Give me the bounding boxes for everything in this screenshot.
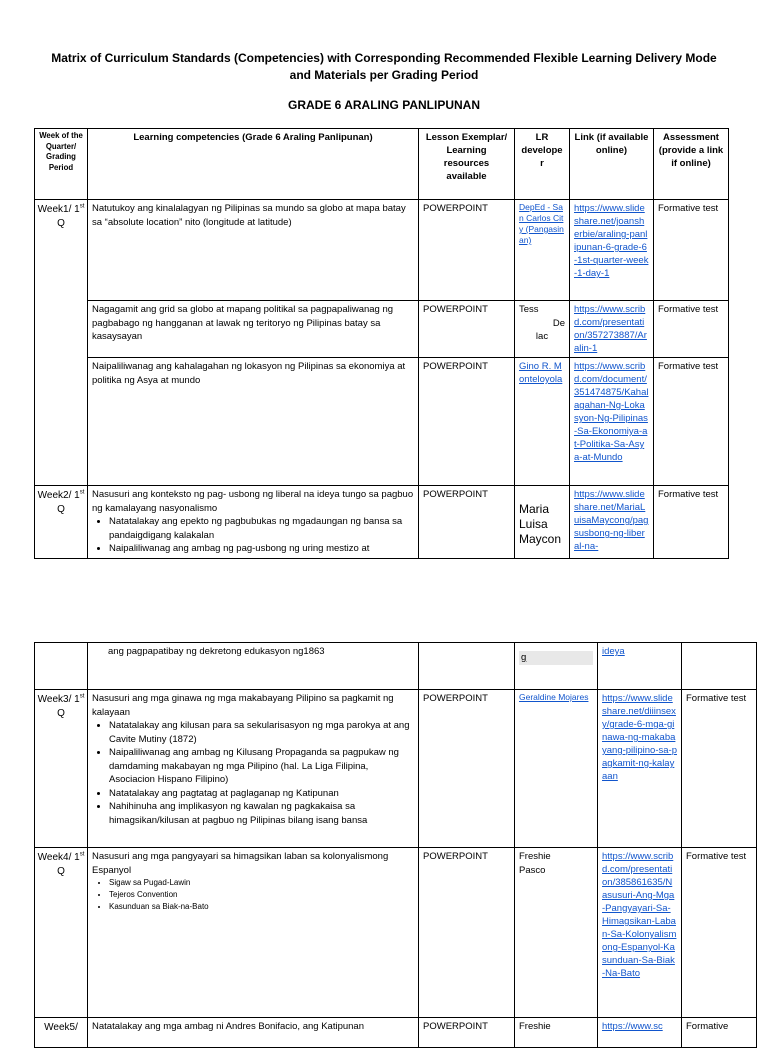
resource-link[interactable]: ideya <box>602 646 625 657</box>
competency-cell: Naipaliliwanag ang kahalagahan ng lokasyon ng Pilipinas sa ekonomiya at politika ng Asya at mundo <box>88 358 419 486</box>
resource-link[interactable]: https://www.slideshare.net/MariaLuisaMaycong/pagsusbong-ng-liberal-na- <box>574 489 649 552</box>
competency-text: Nasusuri ang mga ginawa ng mga makabayang Pilipino sa pagkamit ng kalayaan <box>92 693 394 718</box>
developer-name: Freshie <box>519 851 551 862</box>
header-assessment: Assessment (provide a link if online) <box>654 129 729 200</box>
header-exemplar: Lesson Exemplar/ Learning resources available <box>419 129 515 200</box>
competency-cell <box>88 848 419 1018</box>
developer-name-part: Tess <box>519 304 539 315</box>
developer-name-fragment: g <box>519 651 593 665</box>
resource-link[interactable]: https://www.slideshare.net/joansherbie/araling-panlipunan-6-grade-6-1st-quarter-week-1-day-1 <box>574 203 649 279</box>
table-row <box>35 1018 757 1048</box>
page-subtitle: GRADE 6 ARALING PANLIPUNAN <box>287 98 480 112</box>
mode-cell: POWERPOINT <box>419 358 515 486</box>
bullet-item: • Naipaliliwanag ang ambag ng pag-usbong ng uring mestizo at <box>109 542 414 556</box>
table-row <box>35 358 729 486</box>
resource-link[interactable]: https://www.scribd.com/document/351474875/Kahalagahan-Ng-Lokasyon-Ng-Pilipinas-Sa-Ekonomiya-at-Politika-Sa-Asya-at-Mundo <box>574 361 649 463</box>
link-cell <box>598 643 682 690</box>
developer-name: Pasco <box>519 864 546 876</box>
bullet-item: • Naipaliliwanag ang ambag ng Kilusang Propaganda sa pagpukaw ng damdaming makabayan ng mga Pilipino (hal. La Liga Filipina, Asociacion Hispano Filipino) <box>109 746 414 787</box>
mode-cell: POWERPOINT <box>419 690 515 848</box>
developer-name-part: De <box>552 317 565 329</box>
bullet-item: • Natatalakay ang kilusan para sa sekularisasyon ng mga parokya at ang Cavite Mutiny (1872) <box>109 719 414 746</box>
table-row <box>35 643 757 690</box>
mode-cell: POWERPOINT <box>419 848 515 1018</box>
competency-cell: ang pagpapatibay ng dekretong edukasyon ng1863 <box>88 643 419 690</box>
developer-cell <box>515 358 570 486</box>
assessment-cell: Formative test <box>682 690 757 848</box>
resource-link[interactable]: https://www.scribd.com/presentation/385861635/Nasusuri-Ang-Mga-Pangyayari-Sa-Himagsikan-Laban-Sa-Kolonyalismong-Espanyol-Kasunduan-Sa-Biak-Na-Bato <box>602 851 677 979</box>
resource-link[interactable]: https://www.scribd.com/presentation/357273887/Aralin-1 <box>574 304 647 354</box>
competency-cell <box>88 486 419 559</box>
title-line-2: and Materials per Grading Period <box>289 68 479 82</box>
bullet-item: • Kasunduan sa Biak-na-Bato <box>109 901 414 913</box>
header-link: Link (if available online) <box>570 129 654 200</box>
competency-text: Nasusuri ang konteksto ng pag- usbong ng liberal na ideya tungo sa pagbuo ng kamalayang nasyonalismo <box>92 489 414 514</box>
developer-cell: Freshie <box>515 1018 598 1048</box>
competency-cell: Natatalakay ang mga ambag ni Andres Bonifacio, ang Katipunan <box>88 1018 419 1048</box>
developer-cell <box>515 200 570 301</box>
week-cell: Week3/ 1st Q <box>35 690 88 848</box>
developer-cell <box>515 643 598 690</box>
mode-cell: POWERPOINT <box>419 486 515 559</box>
table-row <box>35 690 757 848</box>
week-cell: Week5/ <box>35 1018 88 1048</box>
table-row <box>35 486 729 559</box>
developer-cell <box>515 486 570 559</box>
competency-table-continued <box>34 642 757 1048</box>
link-cell <box>598 848 682 1018</box>
assessment-cell: Formative test <box>654 301 729 358</box>
mode-cell: POWERPOINT <box>419 1018 515 1048</box>
developer-link[interactable]: Geraldine Mojares <box>519 692 589 702</box>
mode-cell: POWERPOINT <box>419 301 515 358</box>
bullet-item: • Nahihinuha ang implikasyon ng kawalan ng pagkakaisa sa himagsikan/kilusan at pagbuo ng Pilipinas bilang isang bansa <box>109 800 414 827</box>
developer-link[interactable]: Gino R. Monteloyola <box>519 361 563 385</box>
assessment-cell: Formative test <box>654 486 729 559</box>
developer-link[interactable]: DepEd - San Carlos City (Pangasinan) <box>519 202 564 245</box>
bullet-item: • Tejeros Convention <box>109 889 414 901</box>
bullet-item: • Natatalakay ang epekto ng pagbubukas ng mgadaungan ng bansa sa pandaigdigang kalakalan <box>109 515 414 542</box>
table-row <box>35 848 757 1018</box>
competency-cell: Natutukoy ang kinalalagyan ng Pilipinas sa mundo sa globo at mapa batay sa “absolute location” nito (longitude at latitude) <box>88 200 419 301</box>
table-header-row <box>35 129 729 200</box>
table-row <box>35 200 729 301</box>
developer-cell <box>515 848 598 1018</box>
assessment-cell: Formative test <box>654 200 729 301</box>
mode-cell <box>419 643 515 690</box>
table-row <box>35 301 729 358</box>
bullet-item: • Natatalakay ang pagtatag at paglaganap ng Katipunan <box>109 787 414 801</box>
week-cell: Week1/ 1st Q <box>35 200 88 486</box>
assessment-cell <box>682 643 757 690</box>
assessment-cell: Formative test <box>682 848 757 1018</box>
link-cell <box>598 1018 682 1048</box>
title-line-1: Matrix of Curriculum Standards (Competencies) with Corresponding Recommended Flexible Learning Delivery Mode <box>51 51 717 65</box>
link-cell <box>570 486 654 559</box>
link-cell <box>570 358 654 486</box>
competency-text: Nasusuri ang mga pangyayari sa himagsikan laban sa kolonyalismong Espanyol <box>92 851 389 876</box>
week-cell <box>35 643 88 690</box>
developer-cell <box>515 301 570 358</box>
link-cell <box>570 301 654 358</box>
header-lr-developer: LR develope r <box>515 129 570 200</box>
bullet-item: • Sigaw sa Pugad-Lawin <box>109 877 414 889</box>
developer-name: Maria Luisa Maycon <box>519 502 562 546</box>
developer-cell <box>515 690 598 848</box>
resource-link[interactable]: https://www.sc <box>602 1021 663 1032</box>
competency-table <box>34 128 729 559</box>
competency-cell <box>88 690 419 848</box>
mode-cell: POWERPOINT <box>419 200 515 301</box>
link-cell <box>598 690 682 848</box>
competency-cell: Nagagamit ang grid sa globo at mapang politikal sa pagpapaliwanag ng pagbabago ng hangganan at lawak ng teritoryo ng Pilipinas batay sa kasaysayan <box>88 301 419 358</box>
week-cell: Week2/ 1st Q <box>35 486 88 559</box>
assessment-cell: Formative <box>682 1018 757 1048</box>
link-cell <box>570 200 654 301</box>
developer-name-part: lac <box>535 331 549 342</box>
resource-link[interactable]: https://www.slideshare.net/diiinsexy/grade-6-mga-ginawa-ng-makabayang-pilipino-sa-pagkamit-ng-kalayaan <box>602 693 677 782</box>
assessment-cell: Formative test <box>654 358 729 486</box>
header-competencies: Learning competencies (Grade 6 Araling Panlipunan) <box>88 129 419 200</box>
header-week: Week of the Quarter/ Grading Period <box>35 129 88 200</box>
week-cell: Week4/ 1st Q <box>35 848 88 1018</box>
page-title <box>40 50 728 84</box>
